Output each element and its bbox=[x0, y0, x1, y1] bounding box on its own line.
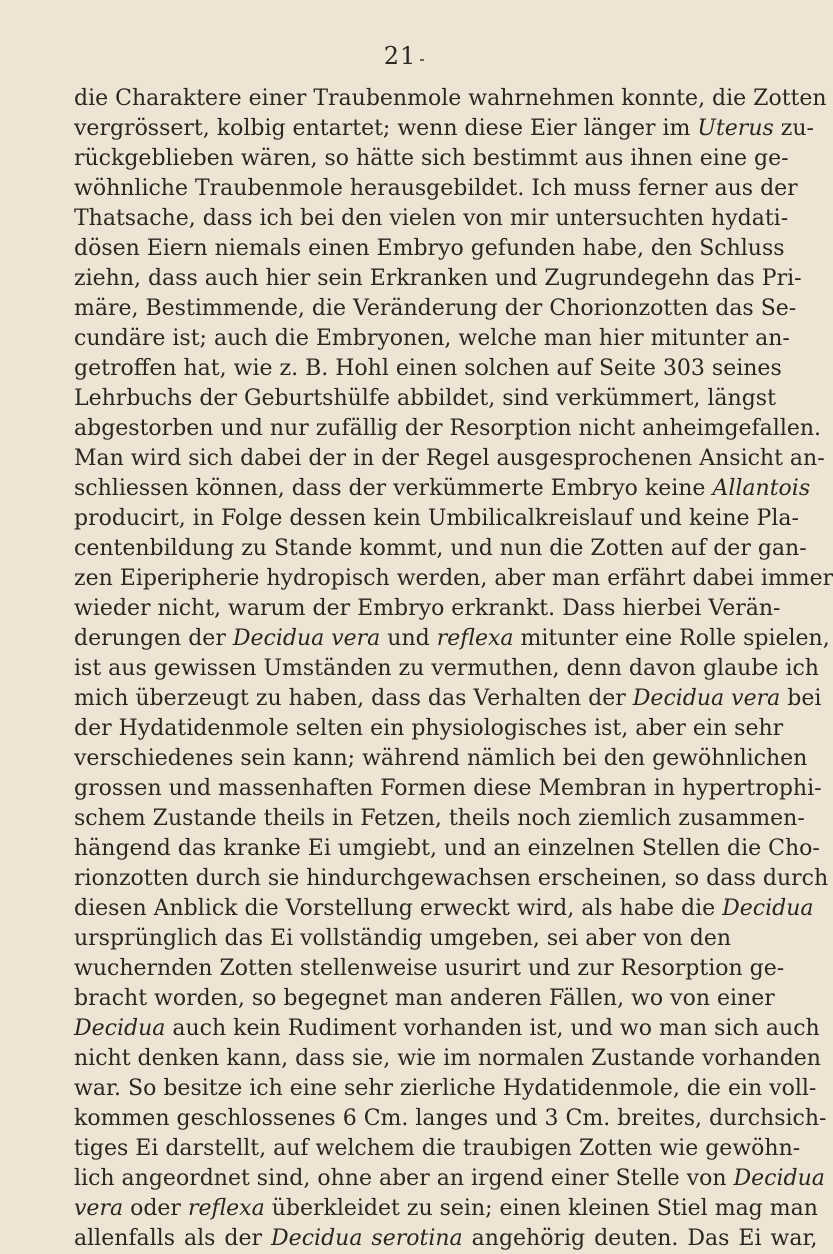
text-line: schem Zustande theils in Fetzen, theils noch ziemlich zusammen- bbox=[74, 806, 805, 831]
text-line: zen Eiperipherie hydropisch werden, aber man erfährt dabei immer bbox=[74, 566, 833, 591]
text-line: verschiedenes sein kann; während nämlich bei den gewöhnlichen bbox=[74, 746, 808, 771]
text-line: rionzotten durch sie hindurchgewachsen erscheinen, so dass durch bbox=[74, 866, 829, 891]
text-line: getroffen hat, wie z. B. Hohl einen solchen auf Seite 303 seines bbox=[74, 356, 782, 381]
text-line: cundäre ist; auch die Embryonen, welche man hier mitunter an- bbox=[74, 326, 790, 351]
text-line: der Hydatidenmole selten ein physiologisches ist, aber ein sehr bbox=[74, 716, 784, 741]
text-line: rückgeblieben wären, so hätte sich bestimmt aus ihnen eine ge- bbox=[74, 146, 789, 171]
text-line: ursprünglich das Ei vollständig umgeben, sei aber von den bbox=[74, 926, 732, 951]
text-line: kommen geschlossenes 6 Cm. langes und 3 Cm. breites, durchsich- bbox=[74, 1106, 827, 1131]
text-line: abgestorben und nur zufällig der Resorption nicht anheimgefallen. bbox=[74, 416, 822, 441]
text-line: lich angeordnet sind, ohne aber an irgend einer Stelle von Decidua bbox=[74, 1166, 825, 1191]
italic-term: Decidua serotina bbox=[271, 1226, 463, 1251]
italic-term: Uterus bbox=[697, 116, 774, 141]
italic-term: Allantois bbox=[712, 476, 811, 501]
text-line: grossen und massenhaften Formen diese Membran in hypertrophi- bbox=[74, 776, 822, 801]
text-line: wuchernden Zotten stellenweise usurirt und zur Resorption ge- bbox=[74, 956, 785, 981]
text-line: ist aus gewissen Umständen zu vermuthen, denn davon glaube ich bbox=[74, 656, 819, 681]
text-line: nicht denken kann, dass sie, wie im normalen Zustande vorhanden bbox=[74, 1046, 821, 1071]
text-line: allenfalls als der Decidua serotina angehörig deuten. Das Ei war, bbox=[74, 1226, 818, 1251]
text-line: vergrössert, kolbig entartet; wenn diese Eier länger im Uterus zu- bbox=[74, 116, 814, 141]
ink-mark bbox=[420, 59, 424, 61]
italic-term: Decidua vera bbox=[232, 626, 381, 651]
text-line: centenbildung zu Stande kommt, und nun die Zotten auf der gan- bbox=[74, 536, 807, 561]
text-line: wöhnliche Traubenmole herausgebildet. Ich muss ferner aus der bbox=[74, 176, 798, 201]
text-line: ziehn, dass auch hier sein Erkranken und Zugrundegehn das Pri- bbox=[74, 266, 802, 291]
text-line: bracht worden, so begegnet man anderen Fällen, wo von einer bbox=[74, 986, 775, 1011]
italic-term: reflexa bbox=[187, 1196, 265, 1221]
italic-term: Decidua bbox=[733, 1166, 825, 1191]
text-line: diesen Anblick die Vorstellung erweckt wird, als habe die Decidua bbox=[74, 896, 814, 921]
text-line: mich überzeugt zu haben, dass das Verhalten der Decidua vera bei bbox=[74, 686, 822, 711]
italic-term: Decidua bbox=[74, 1016, 166, 1041]
text-line: dösen Eiern niemals einen Embryo gefunden habe, den Schluss bbox=[74, 236, 785, 261]
italic-term: Decidua bbox=[722, 896, 814, 921]
text-line: hängend das kranke Ei umgiebt, und an einzelnen Stellen die Cho- bbox=[74, 836, 820, 861]
italic-term: vera bbox=[74, 1196, 124, 1221]
text-line: Man wird sich dabei der in der Regel ausgesprochenen Ansicht an- bbox=[74, 446, 825, 471]
page-number bbox=[0, 42, 800, 70]
text-line: schliessen können, dass der verkümmerte Embryo keine Allantois bbox=[74, 476, 811, 501]
text-line: Lehrbuchs der Geburtshülfe abbildet, sind verkümmert, längst bbox=[74, 386, 776, 411]
page-number-text: 21 bbox=[383, 42, 417, 70]
text-line: Thatsache, dass ich bei den vielen von mir untersuchten hydati- bbox=[74, 206, 789, 231]
text-line: war. So besitze ich eine sehr zierliche Hydatidenmole, die ein voll- bbox=[74, 1076, 817, 1101]
text-line: wieder nicht, warum der Embryo erkrankt. Dass hierbei Verän- bbox=[74, 596, 781, 621]
text-line: märe, Bestimmende, die Veränderung der Chorionzotten das Se- bbox=[74, 296, 797, 321]
italic-term: Decidua vera bbox=[632, 686, 781, 711]
body-text bbox=[74, 84, 833, 1254]
text-line: producirt, in Folge dessen kein Umbilicalkreislauf und keine Pla- bbox=[74, 506, 799, 531]
text-line: Decidua auch kein Rudiment vorhanden ist, und wo man sich auch bbox=[74, 1016, 820, 1041]
italic-term: reflexa bbox=[436, 626, 514, 651]
text-line: vera oder reflexa überkleidet zu sein; einen kleinen Stiel mag man bbox=[74, 1196, 818, 1221]
text-line: die Charaktere einer Traubenmole wahrnehmen konnte, die Zotten bbox=[74, 86, 827, 111]
text-line: derungen der Decidua vera und reflexa mitunter eine Rolle spielen, bbox=[74, 626, 830, 651]
text-line: tiges Ei darstellt, auf welchem die traubigen Zotten wie gewöhn- bbox=[74, 1136, 801, 1161]
